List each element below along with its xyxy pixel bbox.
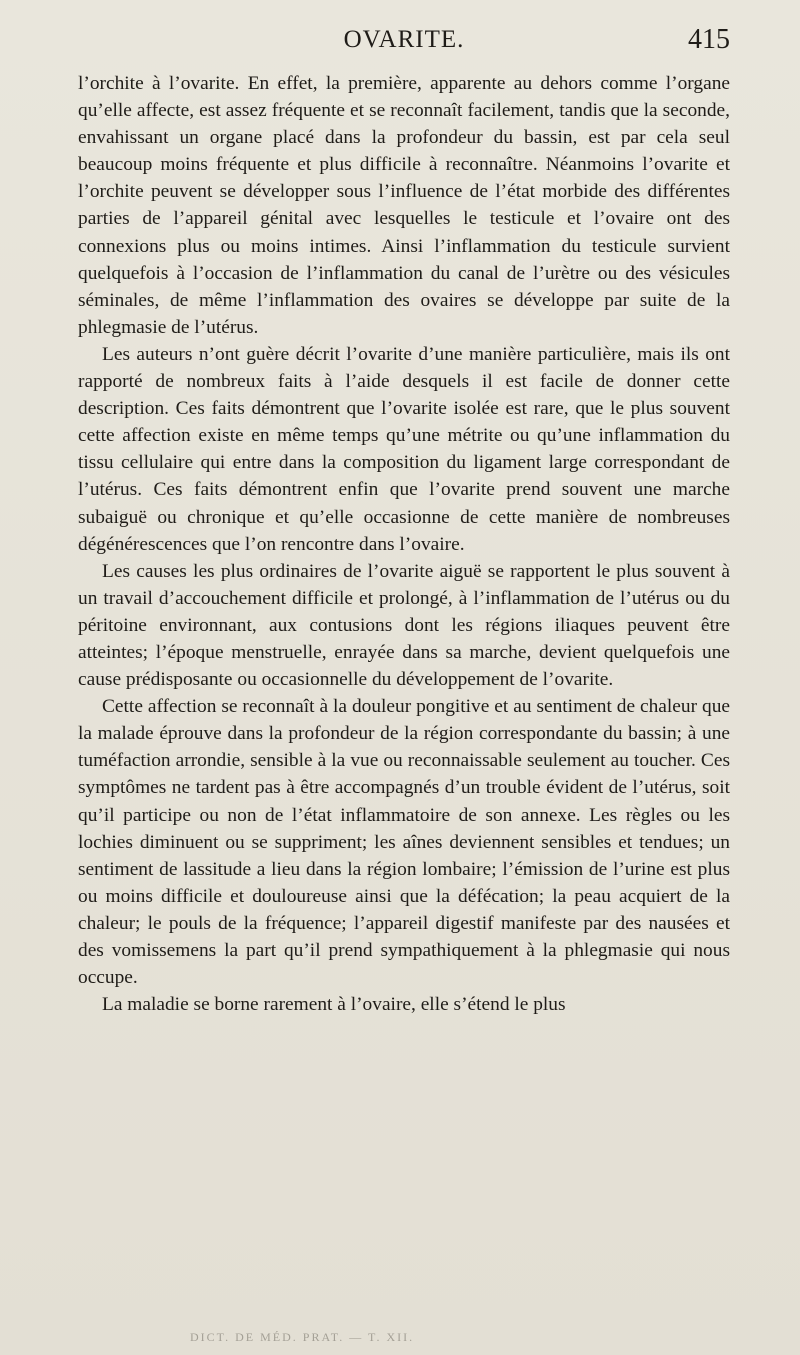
printer-signature: DICT. DE MÉD. PRAT. — T. XII. [190,1330,415,1344]
running-title: OVARITE. [343,26,465,53]
paragraph: Cette affection se reconnaît à la douleur pongitive et au sentiment de chaleur que la malade éprouve dans la profondeur de la région correspondante du bassin; à une tuméfaction arrondie, sensible à la vue ou reconnaissable seulement au toucher. Ces symptômes ne tardent pas à être accompagnés d’un trouble évident de l’utérus, soit qu’il participe ou non de l’état inflammatoire de son annexe. Les règles ou les lochies diminuent ou se suppriment; les aînes deviennent sensibles et tendues; un sentiment de lassitude a lieu dans la région lombaire; l’émission de l’urine est plus ou moins difficile et douloureuse ainsi que la défécation; la peau acquiert de la chaleur; le pouls de la fréquence; l’appareil digestif manifeste par des nausées et des vomissemens la part qu’il prend sympathiquement à la phlegmasie qui nous occupe. [78,696,730,989]
body-text [78,70,730,1018]
page-header [78,22,730,62]
paragraph-continuation: l’orchite à l’ovarite. En effet, la première, apparente au dehors comme l’organe qu’elle affecte, est assez fréquente et se reconnaît facilement, tandis que la seconde, envahissant un organe placé dans la profondeur du bassin, est par cela seul beaucoup moins fréquente et plus difficile à reconnaître. Néanmoins l’ovarite et l’orchite peuvent se développer sous l’influence de l’état morbide des différentes parties de l’appareil génital avec lesquelles le testicule et l’ovaire ont des connexions plus ou moins intimes. Ainsi l’inflammation du testicule survient quelquefois à l’occasion de l’inflammation du canal de l’urètre ou des vésicules séminales, de même l’inflammation des ovaires se développe par suite de la phlegmasie de l’utérus. [78,73,730,338]
paragraph: La maladie se borne rarement à l’ovaire, elle s’étend le plus [102,994,566,1016]
page-number: 415 [688,24,730,55]
paragraph: Les auteurs n’ont guère décrit l’ovarite d’une manière particulière, mais ils ont rapporté de nombreux faits à l’aide desquels il est facile de donner cette description. Ces faits démontrent que l’ovarite isolée est rare, que le plus souvent cette affection existe en même temps qu’une métrite ou qu’une inflammation du tissu cellulaire qui entre dans la composition du ligament large correspondant de l’utérus. Ces faits démontrent enfin que l’ovarite prend souvent une marche subaiguë ou chronique et qu’elle occasionne de cette manière de nombreuses dégénérescences que l’on rencontre dans l’ovaire. [78,343,730,555]
paragraph: Les causes les plus ordinaires de l’ovarite aiguë se rapportent le plus souvent à un travail d’accouchement difficile et prolongé, à l’inflammation de l’utérus ou du péritoine environnant, aux contusions dont les régions iliaques peuvent être atteintes; l’époque menstruelle, enrayée dans sa marche, devient quelquefois une cause prédisposante ou occasionnelle du développement de l’ovarite. [78,560,730,691]
